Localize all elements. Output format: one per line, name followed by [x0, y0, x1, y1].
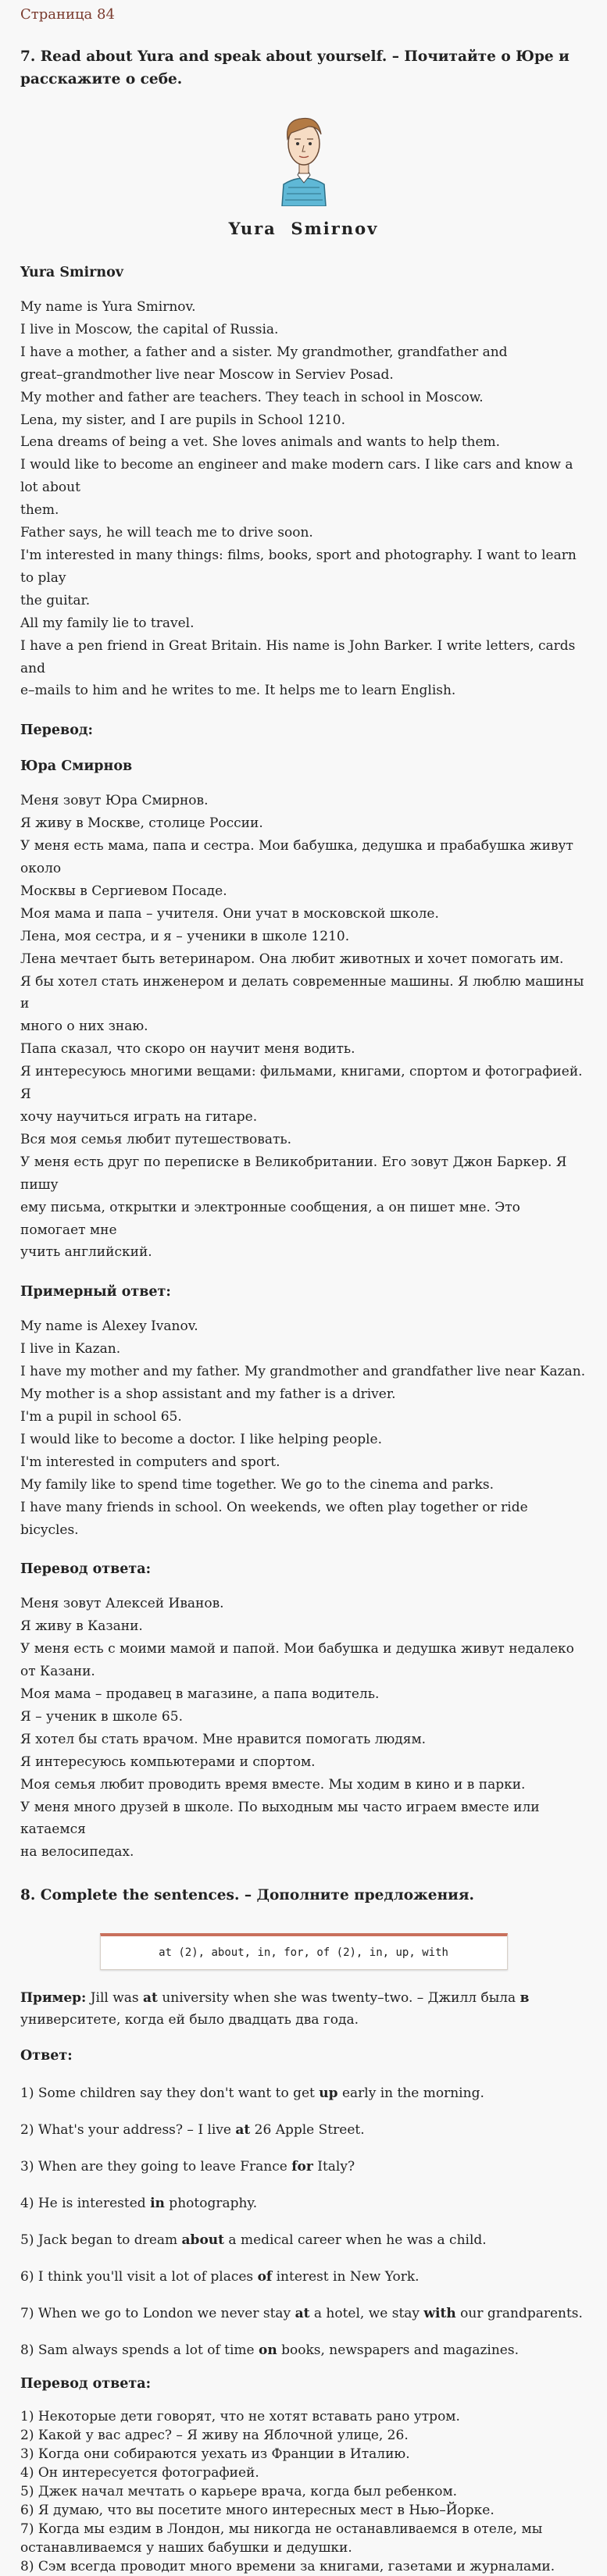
answers-translation-label: Перевод ответа: [20, 2376, 152, 2392]
sentence-text: университете, когда ей было двадцать два года. [20, 2012, 359, 2028]
sentence-text: Italy? [312, 2159, 355, 2175]
story-line: My name is Yura Smirnov. [20, 299, 196, 315]
breadcrumb[interactable]: Страница 84 [20, 6, 115, 23]
answer-item [20, 2339, 587, 2361]
answer-translation-line: 8) Сэм всегда проводит много времени за книгами, газетами и журналами. [20, 2559, 555, 2575]
sentence-text: a medical career when he was a child. [224, 2232, 487, 2249]
sentence-text: 2) What's your address? – I live [20, 2122, 236, 2139]
answer-word: of [257, 2269, 273, 2285]
sentence-text: interest in New York. [272, 2269, 420, 2285]
task8-heading: 8. Complete the sentences. – Дополните предложения. [20, 1887, 474, 1904]
sample-translation-line: Моя семья любит проводить время вместе. Мы ходим в кино и в парки. [20, 1776, 526, 1793]
sample-line: I have my mother and my father. My grandmother and grandfather live near Kazan. [20, 1364, 586, 1380]
story-line: My mother and father are teachers. They teach in school in Moscow. [20, 389, 484, 405]
sentence-text: 4) He is interested [20, 2196, 151, 2212]
sample-translation-line: Моя мама – продавец в магазине, а папа водитель. [20, 1686, 380, 1703]
sample-translation-line: Я интересуюсь компьютерами и спортом. [20, 1754, 316, 1770]
story-line: great–grandmother live near Moscow in Serviev Posad. [20, 366, 394, 383]
sentence-text: early in the morning. [337, 2085, 484, 2102]
sample-line: My family like to spend time together. We go to the cinema and parks. [20, 1476, 494, 1493]
answer-translation-line: 7) Когда мы ездим в Лондон, мы никогда не останавливаемся в отеле, мы [20, 2521, 543, 2538]
story-line: the guitar. [20, 592, 91, 608]
translation-line: У меня есть мама, папа и сестра. Мои бабушка, дедушка и прабабушка живут около [20, 838, 573, 877]
sentence-text: 7) When we go to London we never stay [20, 2306, 295, 2322]
answer-word: in [150, 2196, 165, 2212]
answer-translation-line: 5) Джек начал мечтать о карьере врача, когда был ребенком. [20, 2484, 458, 2500]
answer-item [20, 2119, 587, 2141]
translation-line: Лена, моя сестра, и я – ученики в школе 1210. [20, 928, 350, 944]
sample-line: I have many friends in school. On weekends, we often play together or ride bicycles. [20, 1499, 528, 1538]
sample-translation-line: Я хотел бы стать врачом. Мне нравится помогать людям. [20, 1731, 427, 1747]
word-bank: at (2), about, in, for, of (2), in, up, with [100, 1933, 508, 1970]
sample-translation-line: У меня есть с моими мамой и папой. Мои бабушка и дедушка живут недалеко от Казани. [20, 1641, 574, 1680]
translation-line: Лена мечтает быть ветеринаром. Она любит животных и хочет помогать им. [20, 951, 564, 967]
sentence-text: books, newspapers and magazines. [277, 2342, 519, 2359]
translation-line: хочу научиться играть на гитаре. [20, 1109, 258, 1125]
task7-heading: 7. Read about Yura and speak about yourself. – Почитайте о Юре и расскажите о себе. [20, 48, 570, 87]
sample-line: I live in Kazan. [20, 1341, 121, 1358]
story-title: Yura Smirnov [20, 265, 123, 280]
story-line: I would like to become an engineer and make modern cars. I like cars and know a lot about [20, 457, 573, 496]
story-line: I'm interested in many things: films, books, sport and photography. I want to learn to play [20, 547, 577, 586]
translation-line: Я живу в Москве, столице России. [20, 815, 263, 832]
sample-translation-text [20, 1593, 587, 1864]
story-text [20, 296, 587, 702]
answer-translation-line: 3) Когда они собираются уехать из Франции в Италию. [20, 2446, 410, 2463]
sample-line: My name is Alexey Ivanov. [20, 1318, 198, 1335]
sentence-text: our grandparents. [455, 2306, 583, 2322]
translation-title: Юра Смирнов [20, 758, 133, 775]
sentence-text: Jill was [86, 1990, 144, 2007]
translation-label: Перевод: [20, 722, 93, 739]
story-line: I have a pen friend in Great Britain. His name is John Barker. I write letters, cards and [20, 637, 576, 676]
answer-item [20, 2229, 587, 2251]
sentence-text: 3) When are they going to leave France [20, 2159, 292, 2175]
answer-item [20, 2156, 587, 2178]
translation-line: много о них знаю. [20, 1019, 148, 1035]
translation-line: учить английский. [20, 1244, 152, 1261]
sample-line: I'm a pupil in school 65. [20, 1408, 182, 1425]
translation-line: Я бы хотел стать инженером и делать современные машины. Я люблю машины и [20, 973, 584, 1012]
answers-translation-text [20, 2407, 587, 2576]
sample-translation-line: У меня много друзей в школе. По выходным мы часто играем вместе или катаемся [20, 1799, 540, 1838]
translation-line: Меня зовут Юра Смирнов. [20, 793, 209, 809]
answer-item [20, 2266, 587, 2288]
story-line: I have a mother, a father and a sister. My grandmother, grandfather and [20, 344, 508, 360]
example-label: Пример: [20, 1990, 87, 2007]
answer-word: at [235, 2122, 251, 2139]
answer-word: в [520, 1990, 530, 2007]
answer-word: at [295, 2306, 310, 2322]
sentence-text: university when she was twenty–two. – Джилл была [157, 1990, 520, 2007]
translation-line: У меня есть друг по переписке в Великобритании. Его зовут Джон Баркер. Я пишу [20, 1154, 567, 1193]
answer-translation-line: 4) Он интересуется фотографией. [20, 2465, 259, 2481]
sample-translation-label: Перевод ответа: [20, 1561, 152, 1578]
story-line: Father says, he will teach me to drive soon. [20, 525, 313, 541]
sample-answer-text [20, 1315, 587, 1541]
translation-line: Папа сказал, что скоро он научит меня водить. [20, 1041, 355, 1058]
translation-line: Москвы в Сергиевом Посаде. [20, 883, 227, 899]
sample-line: My mother is a shop assistant and my father is a driver. [20, 1386, 396, 1403]
answer-translation-line: 6) Я думаю, что вы посетите много интересных мест в Нью–Йорке. [20, 2503, 495, 2519]
story-line: Lena, my sister, and I are pupils in School 1210. [20, 412, 346, 428]
translation-line: ему письма, открытки и электронные сообщения, а он пишет мне. Это помогает мне [20, 1199, 520, 1238]
sentence-text: photography. [164, 2196, 258, 2212]
answer-item [20, 2082, 587, 2104]
story-line: All my family lie to travel. [20, 615, 195, 631]
boy-illustration [20, 106, 587, 206]
sample-line: I would like to become a doctor. I like helping people. [20, 1431, 383, 1447]
sample-translation-line: Меня зовут Алексей Иванов. [20, 1596, 224, 1612]
illustration-caption: Yura Smirnov [228, 219, 379, 238]
translation-line: Я интересуюсь многими вещами: фильмами, книгами, спортом и фотографией. Я [20, 1064, 583, 1103]
sample-translation-line: Я – ученик в школе 65. [20, 1708, 183, 1725]
answer-word: at [143, 1990, 158, 2007]
story-line: them. [20, 502, 59, 519]
sentence-text: 1) Some children say they don't want to get [20, 2085, 320, 2102]
translation-line: Вся моя семья любит путешествовать. [20, 1131, 292, 1147]
sample-translation-line: на велосипедах. [20, 1844, 134, 1861]
answer-word: with [423, 2306, 456, 2322]
answer-word: up [319, 2085, 338, 2102]
boy-portrait-image [273, 106, 335, 206]
answer-item [20, 2192, 587, 2214]
story-line: Lena dreams of being a vet. She loves animals and wants to help them. [20, 434, 501, 451]
sentence-text: 6) I think you'll visit a lot of places [20, 2269, 258, 2285]
story-line: I live in Moscow, the capital of Russia. [20, 321, 279, 337]
translation-text [20, 790, 587, 1264]
answer-label: Ответ: [20, 2048, 73, 2064]
sentence-text: 8) Sam always spends a lot of time [20, 2342, 259, 2359]
sample-line: I'm interested in computers and sport. [20, 1454, 280, 1470]
answer-word: for [291, 2159, 313, 2175]
answer-item [20, 2303, 587, 2324]
answer-word: about [181, 2232, 224, 2249]
answer-word: on [259, 2342, 277, 2359]
example-sentence [20, 1987, 587, 2031]
answer-translation-line: 1) Некоторые дети говорят, что не хотят вставать рано утром. [20, 2409, 460, 2425]
sentence-text: 5) Jack began to dream [20, 2232, 182, 2249]
answer-translation-line: 2) Какой у вас адрес? – Я живу на Яблочной улице, 26. [20, 2428, 409, 2444]
answers-list [20, 2082, 587, 2361]
sample-translation-line: Я живу в Казани. [20, 1618, 143, 1635]
answer-translation-line: останавливаемся у наших бабушки и дедушки. [20, 2540, 352, 2556]
sentence-text: a hotel, we stay [309, 2306, 424, 2322]
story-line: e–mails to him and he writes to me. It helps me to learn English. [20, 683, 456, 699]
sample-answer-label: Примерный ответ: [20, 1284, 171, 1300]
sentence-text: 26 Apple Street. [250, 2122, 365, 2139]
translation-line: Моя мама и папа – учителя. Они учат в московской школе. [20, 905, 439, 922]
